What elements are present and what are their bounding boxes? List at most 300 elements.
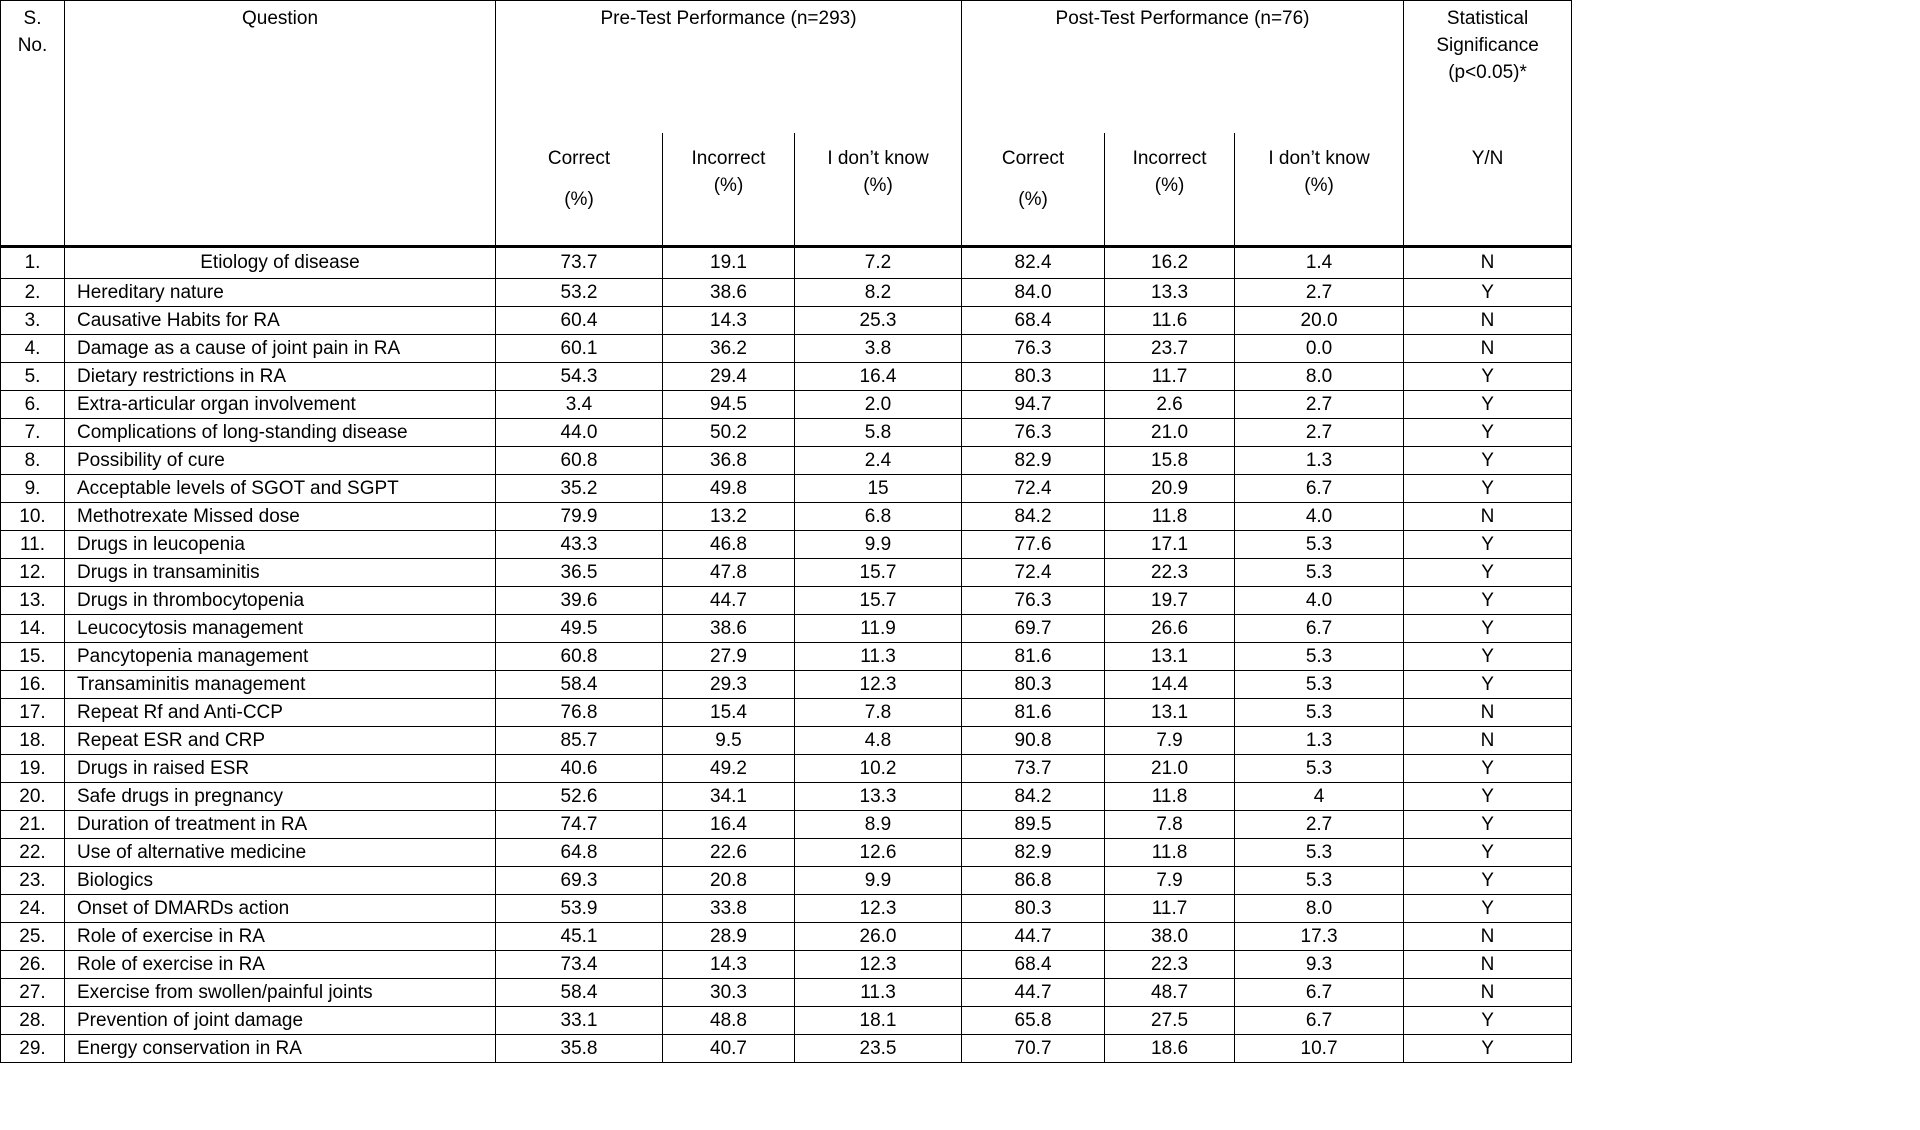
table-row bbox=[1, 559, 1572, 587]
pre-incorrect-cell: 48.8 bbox=[663, 1007, 795, 1035]
table-row bbox=[1, 867, 1572, 895]
pre-correct-cell: 58.4 bbox=[496, 671, 663, 699]
significance-cell: Y bbox=[1404, 615, 1572, 643]
post-correct-cell: 72.4 bbox=[962, 559, 1105, 587]
table-row bbox=[1, 615, 1572, 643]
post-dontknow-cell: 6.7 bbox=[1235, 979, 1404, 1007]
post-incorrect-cell: 48.7 bbox=[1105, 979, 1235, 1007]
post-correct-cell: 94.7 bbox=[962, 391, 1105, 419]
significance-cell: Y bbox=[1404, 811, 1572, 839]
pre-dontknow-cell: 15.7 bbox=[795, 559, 962, 587]
post-dontknow-cell: 5.3 bbox=[1235, 867, 1404, 895]
header-post-dontknow: I don’t know (%) bbox=[1235, 133, 1404, 247]
post-correct-cell: 82.9 bbox=[962, 839, 1105, 867]
sno-cell: 23. bbox=[1, 867, 65, 895]
post-dontknow-cell: 6.7 bbox=[1235, 475, 1404, 503]
post-correct-cell: 82.4 bbox=[962, 247, 1105, 279]
post-incorrect-cell: 20.9 bbox=[1105, 475, 1235, 503]
post-dontknow-cell: 2.7 bbox=[1235, 279, 1404, 307]
post-correct-cell: 84.0 bbox=[962, 279, 1105, 307]
significance-cell: Y bbox=[1404, 867, 1572, 895]
pre-incorrect-cell: 46.8 bbox=[663, 531, 795, 559]
post-dontknow-cell: 5.3 bbox=[1235, 699, 1404, 727]
post-incorrect-cell: 15.8 bbox=[1105, 447, 1235, 475]
post-incorrect-cell: 21.0 bbox=[1105, 419, 1235, 447]
significance-cell: N bbox=[1404, 699, 1572, 727]
pre-correct-cell: 3.4 bbox=[496, 391, 663, 419]
question-cell: Safe drugs in pregnancy bbox=[65, 783, 496, 811]
header-sno: S. No. bbox=[1, 1, 65, 247]
pre-correct-cell: 79.9 bbox=[496, 503, 663, 531]
significance-cell: Y bbox=[1404, 671, 1572, 699]
sno-cell: 2. bbox=[1, 279, 65, 307]
post-incorrect-cell: 11.8 bbox=[1105, 783, 1235, 811]
pre-dontknow-cell: 11.3 bbox=[795, 643, 962, 671]
post-dontknow-cell: 5.3 bbox=[1235, 671, 1404, 699]
post-dontknow-cell: 8.0 bbox=[1235, 895, 1404, 923]
question-cell: Extra-articular organ involvement bbox=[65, 391, 496, 419]
pre-dontknow-cell: 15 bbox=[795, 475, 962, 503]
pre-incorrect-cell: 50.2 bbox=[663, 419, 795, 447]
post-correct-cell: 90.8 bbox=[962, 727, 1105, 755]
significance-cell: Y bbox=[1404, 643, 1572, 671]
table-row bbox=[1, 699, 1572, 727]
post-dontknow-cell: 1.3 bbox=[1235, 447, 1404, 475]
pre-dontknow-cell: 16.4 bbox=[795, 363, 962, 391]
significance-cell: Y bbox=[1404, 1035, 1572, 1063]
pre-correct-cell: 85.7 bbox=[496, 727, 663, 755]
pre-incorrect-cell: 9.5 bbox=[663, 727, 795, 755]
question-cell: Repeat ESR and CRP bbox=[65, 727, 496, 755]
table-row bbox=[1, 923, 1572, 951]
significance-cell: N bbox=[1404, 923, 1572, 951]
post-dontknow-cell: 8.0 bbox=[1235, 363, 1404, 391]
post-incorrect-cell: 21.0 bbox=[1105, 755, 1235, 783]
sno-cell: 10. bbox=[1, 503, 65, 531]
table-row bbox=[1, 335, 1572, 363]
pre-dontknow-cell: 23.5 bbox=[795, 1035, 962, 1063]
significance-cell: N bbox=[1404, 727, 1572, 755]
significance-cell: Y bbox=[1404, 839, 1572, 867]
post-incorrect-cell: 17.1 bbox=[1105, 531, 1235, 559]
question-cell: Dietary restrictions in RA bbox=[65, 363, 496, 391]
significance-cell: N bbox=[1404, 951, 1572, 979]
pre-correct-cell: 45.1 bbox=[496, 923, 663, 951]
pre-dontknow-cell: 2.0 bbox=[795, 391, 962, 419]
table-row bbox=[1, 447, 1572, 475]
post-dontknow-cell: 6.7 bbox=[1235, 1007, 1404, 1035]
sno-cell: 12. bbox=[1, 559, 65, 587]
pre-correct-cell: 60.4 bbox=[496, 307, 663, 335]
pre-incorrect-cell: 20.8 bbox=[663, 867, 795, 895]
table-row bbox=[1, 951, 1572, 979]
sno-cell: 13. bbox=[1, 587, 65, 615]
question-cell: Exercise from swollen/painful joints bbox=[65, 979, 496, 1007]
question-cell: Role of exercise in RA bbox=[65, 923, 496, 951]
significance-cell: Y bbox=[1404, 391, 1572, 419]
pre-incorrect-cell: 47.8 bbox=[663, 559, 795, 587]
pre-incorrect-cell: 19.1 bbox=[663, 247, 795, 279]
significance-cell: Y bbox=[1404, 279, 1572, 307]
table-row bbox=[1, 727, 1572, 755]
header-pre-incorrect: Incorrect (%) bbox=[663, 133, 795, 247]
pre-correct-cell: 69.3 bbox=[496, 867, 663, 895]
sno-cell: 17. bbox=[1, 699, 65, 727]
post-dontknow-cell: 4.0 bbox=[1235, 503, 1404, 531]
pre-correct-cell: 49.5 bbox=[496, 615, 663, 643]
pre-correct-cell: 33.1 bbox=[496, 1007, 663, 1035]
pre-correct-cell: 64.8 bbox=[496, 839, 663, 867]
pre-dontknow-cell: 5.8 bbox=[795, 419, 962, 447]
question-cell: Drugs in leucopenia bbox=[65, 531, 496, 559]
pre-dontknow-cell: 4.8 bbox=[795, 727, 962, 755]
pre-dontknow-cell: 2.4 bbox=[795, 447, 962, 475]
header-post-incorrect: Incorrect (%) bbox=[1105, 133, 1235, 247]
significance-cell: Y bbox=[1404, 363, 1572, 391]
pre-incorrect-cell: 29.4 bbox=[663, 363, 795, 391]
table-row bbox=[1, 811, 1572, 839]
sno-cell: 16. bbox=[1, 671, 65, 699]
post-correct-cell: 65.8 bbox=[962, 1007, 1105, 1035]
question-cell: Onset of DMARDs action bbox=[65, 895, 496, 923]
post-correct-cell: 68.4 bbox=[962, 307, 1105, 335]
post-correct-cell: 84.2 bbox=[962, 503, 1105, 531]
pre-incorrect-cell: 27.9 bbox=[663, 643, 795, 671]
question-cell: Prevention of joint damage bbox=[65, 1007, 496, 1035]
post-correct-cell: 76.3 bbox=[962, 419, 1105, 447]
pre-dontknow-cell: 18.1 bbox=[795, 1007, 962, 1035]
sno-cell: 26. bbox=[1, 951, 65, 979]
post-correct-cell: 81.6 bbox=[962, 699, 1105, 727]
pre-incorrect-cell: 36.8 bbox=[663, 447, 795, 475]
post-incorrect-cell: 11.8 bbox=[1105, 503, 1235, 531]
sno-cell: 21. bbox=[1, 811, 65, 839]
post-correct-cell: 68.4 bbox=[962, 951, 1105, 979]
post-incorrect-cell: 11.6 bbox=[1105, 307, 1235, 335]
post-incorrect-cell: 18.6 bbox=[1105, 1035, 1235, 1063]
post-correct-cell: 84.2 bbox=[962, 783, 1105, 811]
question-cell: Pancytopenia management bbox=[65, 643, 496, 671]
pre-incorrect-cell: 40.7 bbox=[663, 1035, 795, 1063]
question-cell: Complications of long-standing disease bbox=[65, 419, 496, 447]
pre-incorrect-cell: 29.3 bbox=[663, 671, 795, 699]
sno-cell: 19. bbox=[1, 755, 65, 783]
pre-dontknow-cell: 8.2 bbox=[795, 279, 962, 307]
pre-dontknow-cell: 9.9 bbox=[795, 531, 962, 559]
pre-correct-cell: 53.2 bbox=[496, 279, 663, 307]
post-incorrect-cell: 11.7 bbox=[1105, 895, 1235, 923]
pre-incorrect-cell: 49.2 bbox=[663, 755, 795, 783]
post-incorrect-cell: 26.6 bbox=[1105, 615, 1235, 643]
pre-dontknow-cell: 8.9 bbox=[795, 811, 962, 839]
post-correct-cell: 86.8 bbox=[962, 867, 1105, 895]
pre-dontknow-cell: 9.9 bbox=[795, 867, 962, 895]
header-pre-test: Pre-Test Performance (n=293) bbox=[496, 1, 962, 134]
sno-cell: 27. bbox=[1, 979, 65, 1007]
post-incorrect-cell: 7.8 bbox=[1105, 811, 1235, 839]
table-row bbox=[1, 755, 1572, 783]
pre-dontknow-cell: 7.8 bbox=[795, 699, 962, 727]
sno-cell: 5. bbox=[1, 363, 65, 391]
pre-correct-cell: 39.6 bbox=[496, 587, 663, 615]
post-dontknow-cell: 4 bbox=[1235, 783, 1404, 811]
post-dontknow-cell: 0.0 bbox=[1235, 335, 1404, 363]
question-cell: Transaminitis management bbox=[65, 671, 496, 699]
pre-correct-cell: 52.6 bbox=[496, 783, 663, 811]
question-cell: Causative Habits for RA bbox=[65, 307, 496, 335]
header-post-correct: Correct (%) bbox=[962, 133, 1105, 247]
table-row bbox=[1, 475, 1572, 503]
question-cell: Drugs in transaminitis bbox=[65, 559, 496, 587]
pre-incorrect-cell: 16.4 bbox=[663, 811, 795, 839]
pre-dontknow-cell: 12.3 bbox=[795, 951, 962, 979]
question-cell: Energy conservation in RA bbox=[65, 1035, 496, 1063]
significance-cell: N bbox=[1404, 979, 1572, 1007]
post-correct-cell: 76.3 bbox=[962, 587, 1105, 615]
post-incorrect-cell: 14.4 bbox=[1105, 671, 1235, 699]
pre-correct-cell: 43.3 bbox=[496, 531, 663, 559]
pre-incorrect-cell: 34.1 bbox=[663, 783, 795, 811]
table-row bbox=[1, 307, 1572, 335]
pre-correct-cell: 35.8 bbox=[496, 1035, 663, 1063]
sno-cell: 4. bbox=[1, 335, 65, 363]
pre-incorrect-cell: 49.8 bbox=[663, 475, 795, 503]
table-row bbox=[1, 783, 1572, 811]
pre-incorrect-cell: 30.3 bbox=[663, 979, 795, 1007]
table-row bbox=[1, 643, 1572, 671]
post-incorrect-cell: 13.1 bbox=[1105, 643, 1235, 671]
post-incorrect-cell: 7.9 bbox=[1105, 727, 1235, 755]
post-correct-cell: 76.3 bbox=[962, 335, 1105, 363]
pre-dontknow-cell: 12.6 bbox=[795, 839, 962, 867]
sno-cell: 25. bbox=[1, 923, 65, 951]
question-cell: Drugs in thrombocytopenia bbox=[65, 587, 496, 615]
significance-cell: Y bbox=[1404, 559, 1572, 587]
sno-cell: 7. bbox=[1, 419, 65, 447]
pre-dontknow-cell: 12.3 bbox=[795, 671, 962, 699]
sno-cell: 15. bbox=[1, 643, 65, 671]
post-dontknow-cell: 17.3 bbox=[1235, 923, 1404, 951]
header-post-test: Post-Test Performance (n=76) bbox=[962, 1, 1404, 134]
question-cell: Etiology of disease bbox=[65, 247, 496, 279]
post-incorrect-cell: 16.2 bbox=[1105, 247, 1235, 279]
pre-correct-cell: 54.3 bbox=[496, 363, 663, 391]
post-correct-cell: 44.7 bbox=[962, 923, 1105, 951]
pre-correct-cell: 60.1 bbox=[496, 335, 663, 363]
sno-cell: 3. bbox=[1, 307, 65, 335]
post-dontknow-cell: 2.7 bbox=[1235, 811, 1404, 839]
post-incorrect-cell: 11.7 bbox=[1105, 363, 1235, 391]
post-dontknow-cell: 5.3 bbox=[1235, 839, 1404, 867]
pre-dontknow-cell: 25.3 bbox=[795, 307, 962, 335]
question-cell: Leucocytosis management bbox=[65, 615, 496, 643]
table-row bbox=[1, 895, 1572, 923]
pre-incorrect-cell: 14.3 bbox=[663, 951, 795, 979]
significance-cell: Y bbox=[1404, 447, 1572, 475]
post-correct-cell: 44.7 bbox=[962, 979, 1105, 1007]
significance-cell: Y bbox=[1404, 531, 1572, 559]
pre-correct-cell: 73.4 bbox=[496, 951, 663, 979]
pre-dontknow-cell: 15.7 bbox=[795, 587, 962, 615]
pre-dontknow-cell: 12.3 bbox=[795, 895, 962, 923]
pre-incorrect-cell: 38.6 bbox=[663, 279, 795, 307]
sno-cell: 6. bbox=[1, 391, 65, 419]
question-cell: Duration of treatment in RA bbox=[65, 811, 496, 839]
pre-incorrect-cell: 44.7 bbox=[663, 587, 795, 615]
sno-cell: 9. bbox=[1, 475, 65, 503]
pre-correct-cell: 76.8 bbox=[496, 699, 663, 727]
post-incorrect-cell: 13.1 bbox=[1105, 699, 1235, 727]
table-row bbox=[1, 419, 1572, 447]
sno-cell: 11. bbox=[1, 531, 65, 559]
pre-dontknow-cell: 13.3 bbox=[795, 783, 962, 811]
post-incorrect-cell: 22.3 bbox=[1105, 559, 1235, 587]
post-correct-cell: 70.7 bbox=[962, 1035, 1105, 1063]
post-incorrect-cell: 27.5 bbox=[1105, 1007, 1235, 1035]
post-incorrect-cell: 23.7 bbox=[1105, 335, 1235, 363]
question-cell: Methotrexate Missed dose bbox=[65, 503, 496, 531]
sno-cell: 29. bbox=[1, 1035, 65, 1063]
sno-cell: 20. bbox=[1, 783, 65, 811]
post-dontknow-cell: 2.7 bbox=[1235, 391, 1404, 419]
significance-cell: Y bbox=[1404, 475, 1572, 503]
significance-cell: Y bbox=[1404, 419, 1572, 447]
header-pre-dontknow: I don’t know (%) bbox=[795, 133, 962, 247]
pre-dontknow-cell: 11.3 bbox=[795, 979, 962, 1007]
table-row bbox=[1, 247, 1572, 279]
pre-correct-cell: 44.0 bbox=[496, 419, 663, 447]
header-significance: Statistical Significance (p<0.05)* bbox=[1404, 1, 1572, 134]
pre-incorrect-cell: 94.5 bbox=[663, 391, 795, 419]
post-correct-cell: 73.7 bbox=[962, 755, 1105, 783]
table-row bbox=[1, 531, 1572, 559]
pre-dontknow-cell: 26.0 bbox=[795, 923, 962, 951]
post-incorrect-cell: 7.9 bbox=[1105, 867, 1235, 895]
pre-correct-cell: 58.4 bbox=[496, 979, 663, 1007]
post-dontknow-cell: 5.3 bbox=[1235, 755, 1404, 783]
question-cell: Damage as a cause of joint pain in RA bbox=[65, 335, 496, 363]
significance-cell: Y bbox=[1404, 755, 1572, 783]
table-row bbox=[1, 279, 1572, 307]
significance-cell: Y bbox=[1404, 783, 1572, 811]
post-dontknow-cell: 2.7 bbox=[1235, 419, 1404, 447]
post-dontknow-cell: 1.3 bbox=[1235, 727, 1404, 755]
pre-incorrect-cell: 38.6 bbox=[663, 615, 795, 643]
pre-dontknow-cell: 3.8 bbox=[795, 335, 962, 363]
pre-correct-cell: 60.8 bbox=[496, 643, 663, 671]
pre-incorrect-cell: 15.4 bbox=[663, 699, 795, 727]
pre-incorrect-cell: 22.6 bbox=[663, 839, 795, 867]
header-yn: Y/N bbox=[1404, 133, 1572, 247]
pre-incorrect-cell: 28.9 bbox=[663, 923, 795, 951]
sno-cell: 22. bbox=[1, 839, 65, 867]
question-cell: Possibility of cure bbox=[65, 447, 496, 475]
post-dontknow-cell: 10.7 bbox=[1235, 1035, 1404, 1063]
post-incorrect-cell: 2.6 bbox=[1105, 391, 1235, 419]
table-row bbox=[1, 979, 1572, 1007]
question-cell: Hereditary nature bbox=[65, 279, 496, 307]
post-correct-cell: 77.6 bbox=[962, 531, 1105, 559]
pre-correct-cell: 74.7 bbox=[496, 811, 663, 839]
sno-cell: 18. bbox=[1, 727, 65, 755]
question-cell: Acceptable levels of SGOT and SGPT bbox=[65, 475, 496, 503]
post-dontknow-cell: 1.4 bbox=[1235, 247, 1404, 279]
pre-dontknow-cell: 11.9 bbox=[795, 615, 962, 643]
pre-correct-cell: 35.2 bbox=[496, 475, 663, 503]
table-row bbox=[1, 839, 1572, 867]
post-incorrect-cell: 11.8 bbox=[1105, 839, 1235, 867]
pre-dontknow-cell: 6.8 bbox=[795, 503, 962, 531]
pre-dontknow-cell: 10.2 bbox=[795, 755, 962, 783]
significance-cell: Y bbox=[1404, 587, 1572, 615]
header-question: Question bbox=[65, 1, 496, 247]
post-incorrect-cell: 19.7 bbox=[1105, 587, 1235, 615]
post-correct-cell: 72.4 bbox=[962, 475, 1105, 503]
post-incorrect-cell: 38.0 bbox=[1105, 923, 1235, 951]
significance-cell: N bbox=[1404, 307, 1572, 335]
significance-cell: N bbox=[1404, 503, 1572, 531]
table-row bbox=[1, 1007, 1572, 1035]
post-dontknow-cell: 20.0 bbox=[1235, 307, 1404, 335]
table-row bbox=[1, 391, 1572, 419]
table-row bbox=[1, 587, 1572, 615]
post-correct-cell: 80.3 bbox=[962, 671, 1105, 699]
significance-cell: Y bbox=[1404, 1007, 1572, 1035]
question-cell: Role of exercise in RA bbox=[65, 951, 496, 979]
pre-dontknow-cell: 7.2 bbox=[795, 247, 962, 279]
post-dontknow-cell: 6.7 bbox=[1235, 615, 1404, 643]
post-dontknow-cell: 5.3 bbox=[1235, 559, 1404, 587]
header-pre-correct: Correct (%) bbox=[496, 133, 663, 247]
pre-incorrect-cell: 14.3 bbox=[663, 307, 795, 335]
post-correct-cell: 80.3 bbox=[962, 895, 1105, 923]
question-cell: Repeat Rf and Anti-CCP bbox=[65, 699, 496, 727]
sno-cell: 28. bbox=[1, 1007, 65, 1035]
significance-cell: N bbox=[1404, 247, 1572, 279]
post-dontknow-cell: 5.3 bbox=[1235, 643, 1404, 671]
significance-cell: N bbox=[1404, 335, 1572, 363]
post-dontknow-cell: 9.3 bbox=[1235, 951, 1404, 979]
post-correct-cell: 82.9 bbox=[962, 447, 1105, 475]
table-row bbox=[1, 671, 1572, 699]
post-correct-cell: 80.3 bbox=[962, 363, 1105, 391]
post-dontknow-cell: 4.0 bbox=[1235, 587, 1404, 615]
question-cell: Drugs in raised ESR bbox=[65, 755, 496, 783]
sno-cell: 1. bbox=[1, 247, 65, 279]
table-row bbox=[1, 1035, 1572, 1063]
pre-correct-cell: 73.7 bbox=[496, 247, 663, 279]
question-cell: Use of alternative medicine bbox=[65, 839, 496, 867]
sno-cell: 24. bbox=[1, 895, 65, 923]
table-row bbox=[1, 503, 1572, 531]
table-row bbox=[1, 363, 1572, 391]
pre-incorrect-cell: 33.8 bbox=[663, 895, 795, 923]
pre-correct-cell: 60.8 bbox=[496, 447, 663, 475]
post-correct-cell: 81.6 bbox=[962, 643, 1105, 671]
post-correct-cell: 89.5 bbox=[962, 811, 1105, 839]
pre-incorrect-cell: 36.2 bbox=[663, 335, 795, 363]
question-cell: Biologics bbox=[65, 867, 496, 895]
sno-cell: 14. bbox=[1, 615, 65, 643]
pre-incorrect-cell: 13.2 bbox=[663, 503, 795, 531]
post-incorrect-cell: 13.3 bbox=[1105, 279, 1235, 307]
pre-correct-cell: 36.5 bbox=[496, 559, 663, 587]
post-incorrect-cell: 22.3 bbox=[1105, 951, 1235, 979]
sno-cell: 8. bbox=[1, 447, 65, 475]
post-dontknow-cell: 5.3 bbox=[1235, 531, 1404, 559]
post-correct-cell: 69.7 bbox=[962, 615, 1105, 643]
pre-correct-cell: 53.9 bbox=[496, 895, 663, 923]
